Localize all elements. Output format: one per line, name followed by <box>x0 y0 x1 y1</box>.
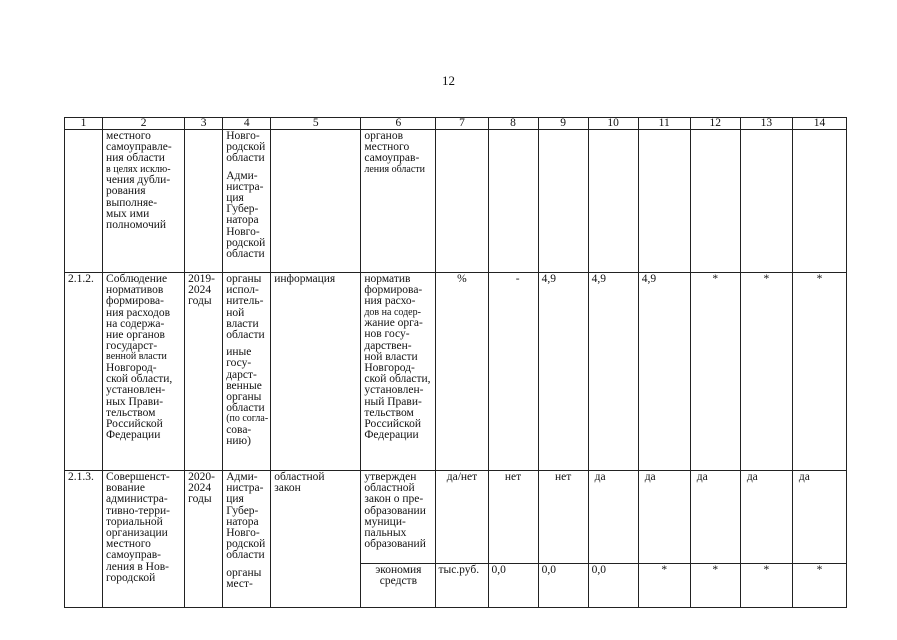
header-cell: 14 <box>792 118 846 130</box>
cell-indicator: норматив формирова- ния расхо- дов на содер- жание орга- нов госу- дарствен- ной власти Новгород- ской области, установлен- ный Прави- тельством Российской Федерации <box>361 273 436 471</box>
cell-value: * <box>792 564 846 608</box>
header-cell: 4 <box>223 118 271 130</box>
cell-unit: % <box>436 273 488 471</box>
cell-indicator: утвержден областной закон о пре- образовании муници- пальных образований <box>361 471 436 564</box>
header-cell: 9 <box>538 118 588 130</box>
cell-value: * <box>690 564 740 608</box>
table-row <box>65 471 847 564</box>
cell-value: 4,9 <box>588 273 638 471</box>
table-row <box>65 273 847 471</box>
cell-result <box>271 130 361 273</box>
plan-table <box>64 117 847 608</box>
cell-value <box>488 130 538 273</box>
header-cell: 5 <box>271 118 361 130</box>
cell-value: нет <box>488 471 538 564</box>
cell-value: 0,0 <box>538 564 588 608</box>
cell-value: 0,0 <box>588 564 638 608</box>
cell-num: 2.1.2. <box>65 273 103 471</box>
cell-period: 2020- 2024 годы <box>185 471 223 608</box>
header-cell: 11 <box>638 118 690 130</box>
cell-value: * <box>740 564 792 608</box>
cell-activity: Совершенст- вование администра- тивно-терри- ториальной организации местного самоуправ- ления в Нов- городской <box>103 471 185 608</box>
cell-executor: Новго- родской области Адми- нистра- ция Губер- натора Новго- родской области <box>223 130 271 273</box>
cell-value: * <box>638 564 690 608</box>
cell-unit <box>436 130 488 273</box>
cell-value <box>740 130 792 273</box>
page-number: 12 <box>442 73 455 88</box>
cell-value: * <box>792 273 846 471</box>
cell-value <box>638 130 690 273</box>
cell-num: 2.1.3. <box>65 471 103 608</box>
table-row <box>65 130 847 273</box>
header-cell: 1 <box>65 118 103 130</box>
cell-value <box>690 130 740 273</box>
cell-value: - <box>488 273 538 471</box>
cell-indicator: органов местного самоуправ- ления области <box>361 130 436 273</box>
cell-executor: органы испол- нитель- ной власти области иные госу- дарст- венные органы области (по согла- сова- нию) <box>223 273 271 471</box>
cell-period: 2019- 2024 годы <box>185 273 223 471</box>
cell-value <box>538 130 588 273</box>
cell-period <box>185 130 223 273</box>
cell-activity: Соблюдение нормативов формирова- ния расходов на содержа- ние органов государст- венной власти Новгород- ской области, установлен- ных Прави- тельством Российской Федерации <box>103 273 185 471</box>
cell-value: * <box>690 273 740 471</box>
cell-value: 4,9 <box>638 273 690 471</box>
cell-indicator: экономия средств <box>361 564 436 608</box>
header-cell: 2 <box>103 118 185 130</box>
header-cell: 13 <box>740 118 792 130</box>
cell-value: да <box>588 471 638 564</box>
cell-value: 0,0 <box>488 564 538 608</box>
cell-value: да <box>740 471 792 564</box>
cell-value <box>588 130 638 273</box>
cell-value: 4,9 <box>538 273 588 471</box>
header-cell: 6 <box>361 118 436 130</box>
cell-value: да <box>690 471 740 564</box>
cell-activity: местного самоуправле- ния области в целях исклю- чения дубли- рования выполняе- мых ими полномочий <box>103 130 185 273</box>
cell-unit: да/нет <box>436 471 488 564</box>
header-cell: 7 <box>436 118 488 130</box>
cell-value: нет <box>538 471 588 564</box>
cell-unit: тыс.руб. <box>436 564 488 608</box>
cell-value <box>792 130 846 273</box>
cell-num <box>65 130 103 273</box>
header-cell: 8 <box>488 118 538 130</box>
cell-value: да <box>638 471 690 564</box>
cell-value: * <box>740 273 792 471</box>
header-cell: 10 <box>588 118 638 130</box>
header-cell: 3 <box>185 118 223 130</box>
cell-result: областной закон <box>271 471 361 608</box>
header-cell: 12 <box>690 118 740 130</box>
cell-result: информация <box>271 273 361 471</box>
cell-value: да <box>792 471 846 564</box>
cell-executor: Адми- нистра- ция Губер- натора Новго- родской области органы мест- <box>223 471 271 608</box>
header-row <box>65 118 847 130</box>
